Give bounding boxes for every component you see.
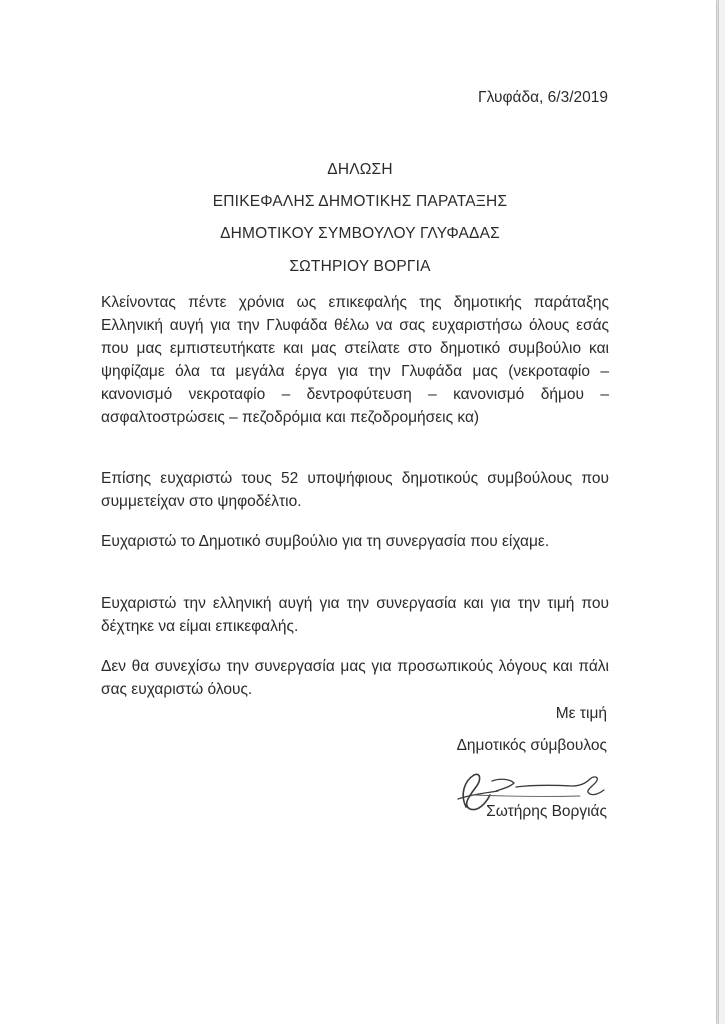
paragraph-4: Ευχαριστώ την ελληνική αυγή για την συνεργασία και για την τιμή που δέχτηκε να είμαι επικεφαλής. [101, 595, 609, 635]
closing-regards: Με τιμή [555, 705, 607, 722]
heading-line-4: ΣΩΤΗΡΙΟΥ ΒΟΡΓΙΑ [289, 258, 431, 275]
heading-line-2: ΕΠΙΚΕΦΑΛΗΣ ΔΗΜΟΤΙΚΗΣ ΠΑΡΑΤΑΞΗΣ [212, 193, 508, 210]
heading-line-3: ΔΗΜΟΤΙΚΟΥ ΣΥΜΒΟΥΛΟΥ ΓΛΥΦΑΔΑΣ [220, 225, 500, 242]
paragraph-1: Κλείνοντας πέντε χρόνια ως επικεφαλής της δημοτικής παράταξης Ελληνική αυγή για την Γλυφάδα θέλω να σας ευχαριστήσω όλους εσάς που μας εμπιστευτήκατε και μας στείλατε στο δημοτικό συμβούλιο και ψηφίζαμε όλα τα μεγάλα έργα για την Γλυφάδα μας (νεκροταφίο – κανονισμό νεκροταφίο – δεντροφύτευση – κανονισμό δήμου – ασφαλτοστρώσεις – πεζοδρόμια και πεζοδρομήσεις κα) [101, 294, 609, 426]
heading-line-1: ΔΗΛΩΣΗ [327, 161, 393, 178]
paragraph-2: Επίσης ευχαριστώ τους 52 υποψήφιους δημοτικούς συμβούλους που συμμετείχαν στο ψηφοδέλτιο. [101, 470, 609, 510]
letter-date: Γλυφάδα, 6/3/2019 [478, 89, 608, 106]
signer-title: Δημοτικός σύμβουλος [456, 737, 607, 754]
paragraph-3: Ευχαριστώ το Δημοτικό συμβούλιο για τη συνεργασία που είχαμε. [101, 533, 550, 550]
signer-name: Σωτήρης Βοργιάς [486, 803, 607, 820]
page-edge [718, 0, 719, 1024]
paragraph-5: Δεν θα συνεχίσω την συνεργασία μας για προσωπικούς λόγους και πάλι σας ευχαριστώ όλους. [101, 658, 609, 698]
